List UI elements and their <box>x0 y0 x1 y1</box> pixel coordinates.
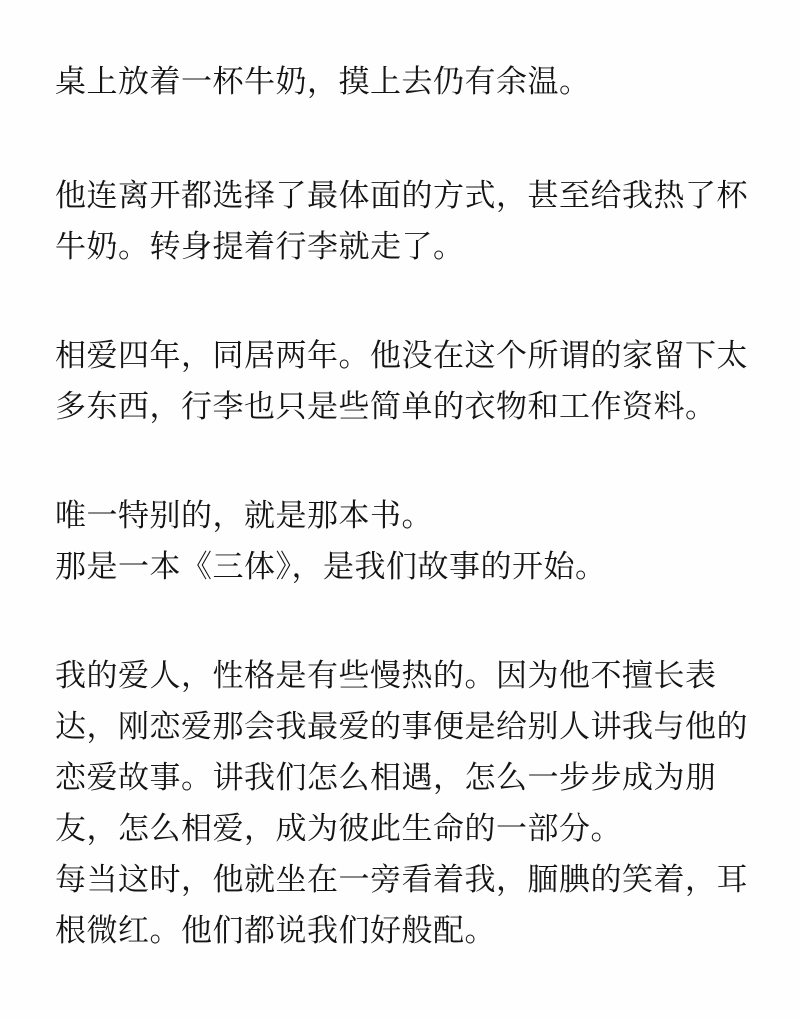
text-line: 那是一本《三体》，是我们故事的开始。 <box>55 549 607 585</box>
text-line: 达，刚恋爱那会我最爱的事便是给别人讲我与他的 <box>55 709 748 745</box>
text-line: 多东西，行李也只是些简单的衣物和工作资料。 <box>55 389 717 425</box>
text-line: 相爱四年，同居两年。他没在这个所谓的家留下太 <box>55 338 748 374</box>
text-line: 唯一特别的，就是那本书。 <box>55 498 433 534</box>
text-line: 每当这时，他就坐在一旁看着我，腼腆的笑着，耳 <box>55 862 748 898</box>
text-line: 恋爱故事。讲我们怎么相遇，怎么一步步成为朋 <box>55 760 717 796</box>
text-line: 我的爱人，性格是有些慢热的。因为他不擅长表 <box>55 658 717 694</box>
text-line: 友，怎么相爱，成为彼此生命的一部分。 <box>55 811 622 847</box>
text-line: 桌上放着一杯牛奶，摸上去仍有余温。 <box>55 64 591 100</box>
text-line: 牛奶。转身提着行李就走了。 <box>55 229 465 265</box>
text-line: 根微红。他们都说我们好般配。 <box>55 913 496 949</box>
text-line: 他连离开都选择了最体面的方式，甚至给我热了杯 <box>55 178 748 214</box>
